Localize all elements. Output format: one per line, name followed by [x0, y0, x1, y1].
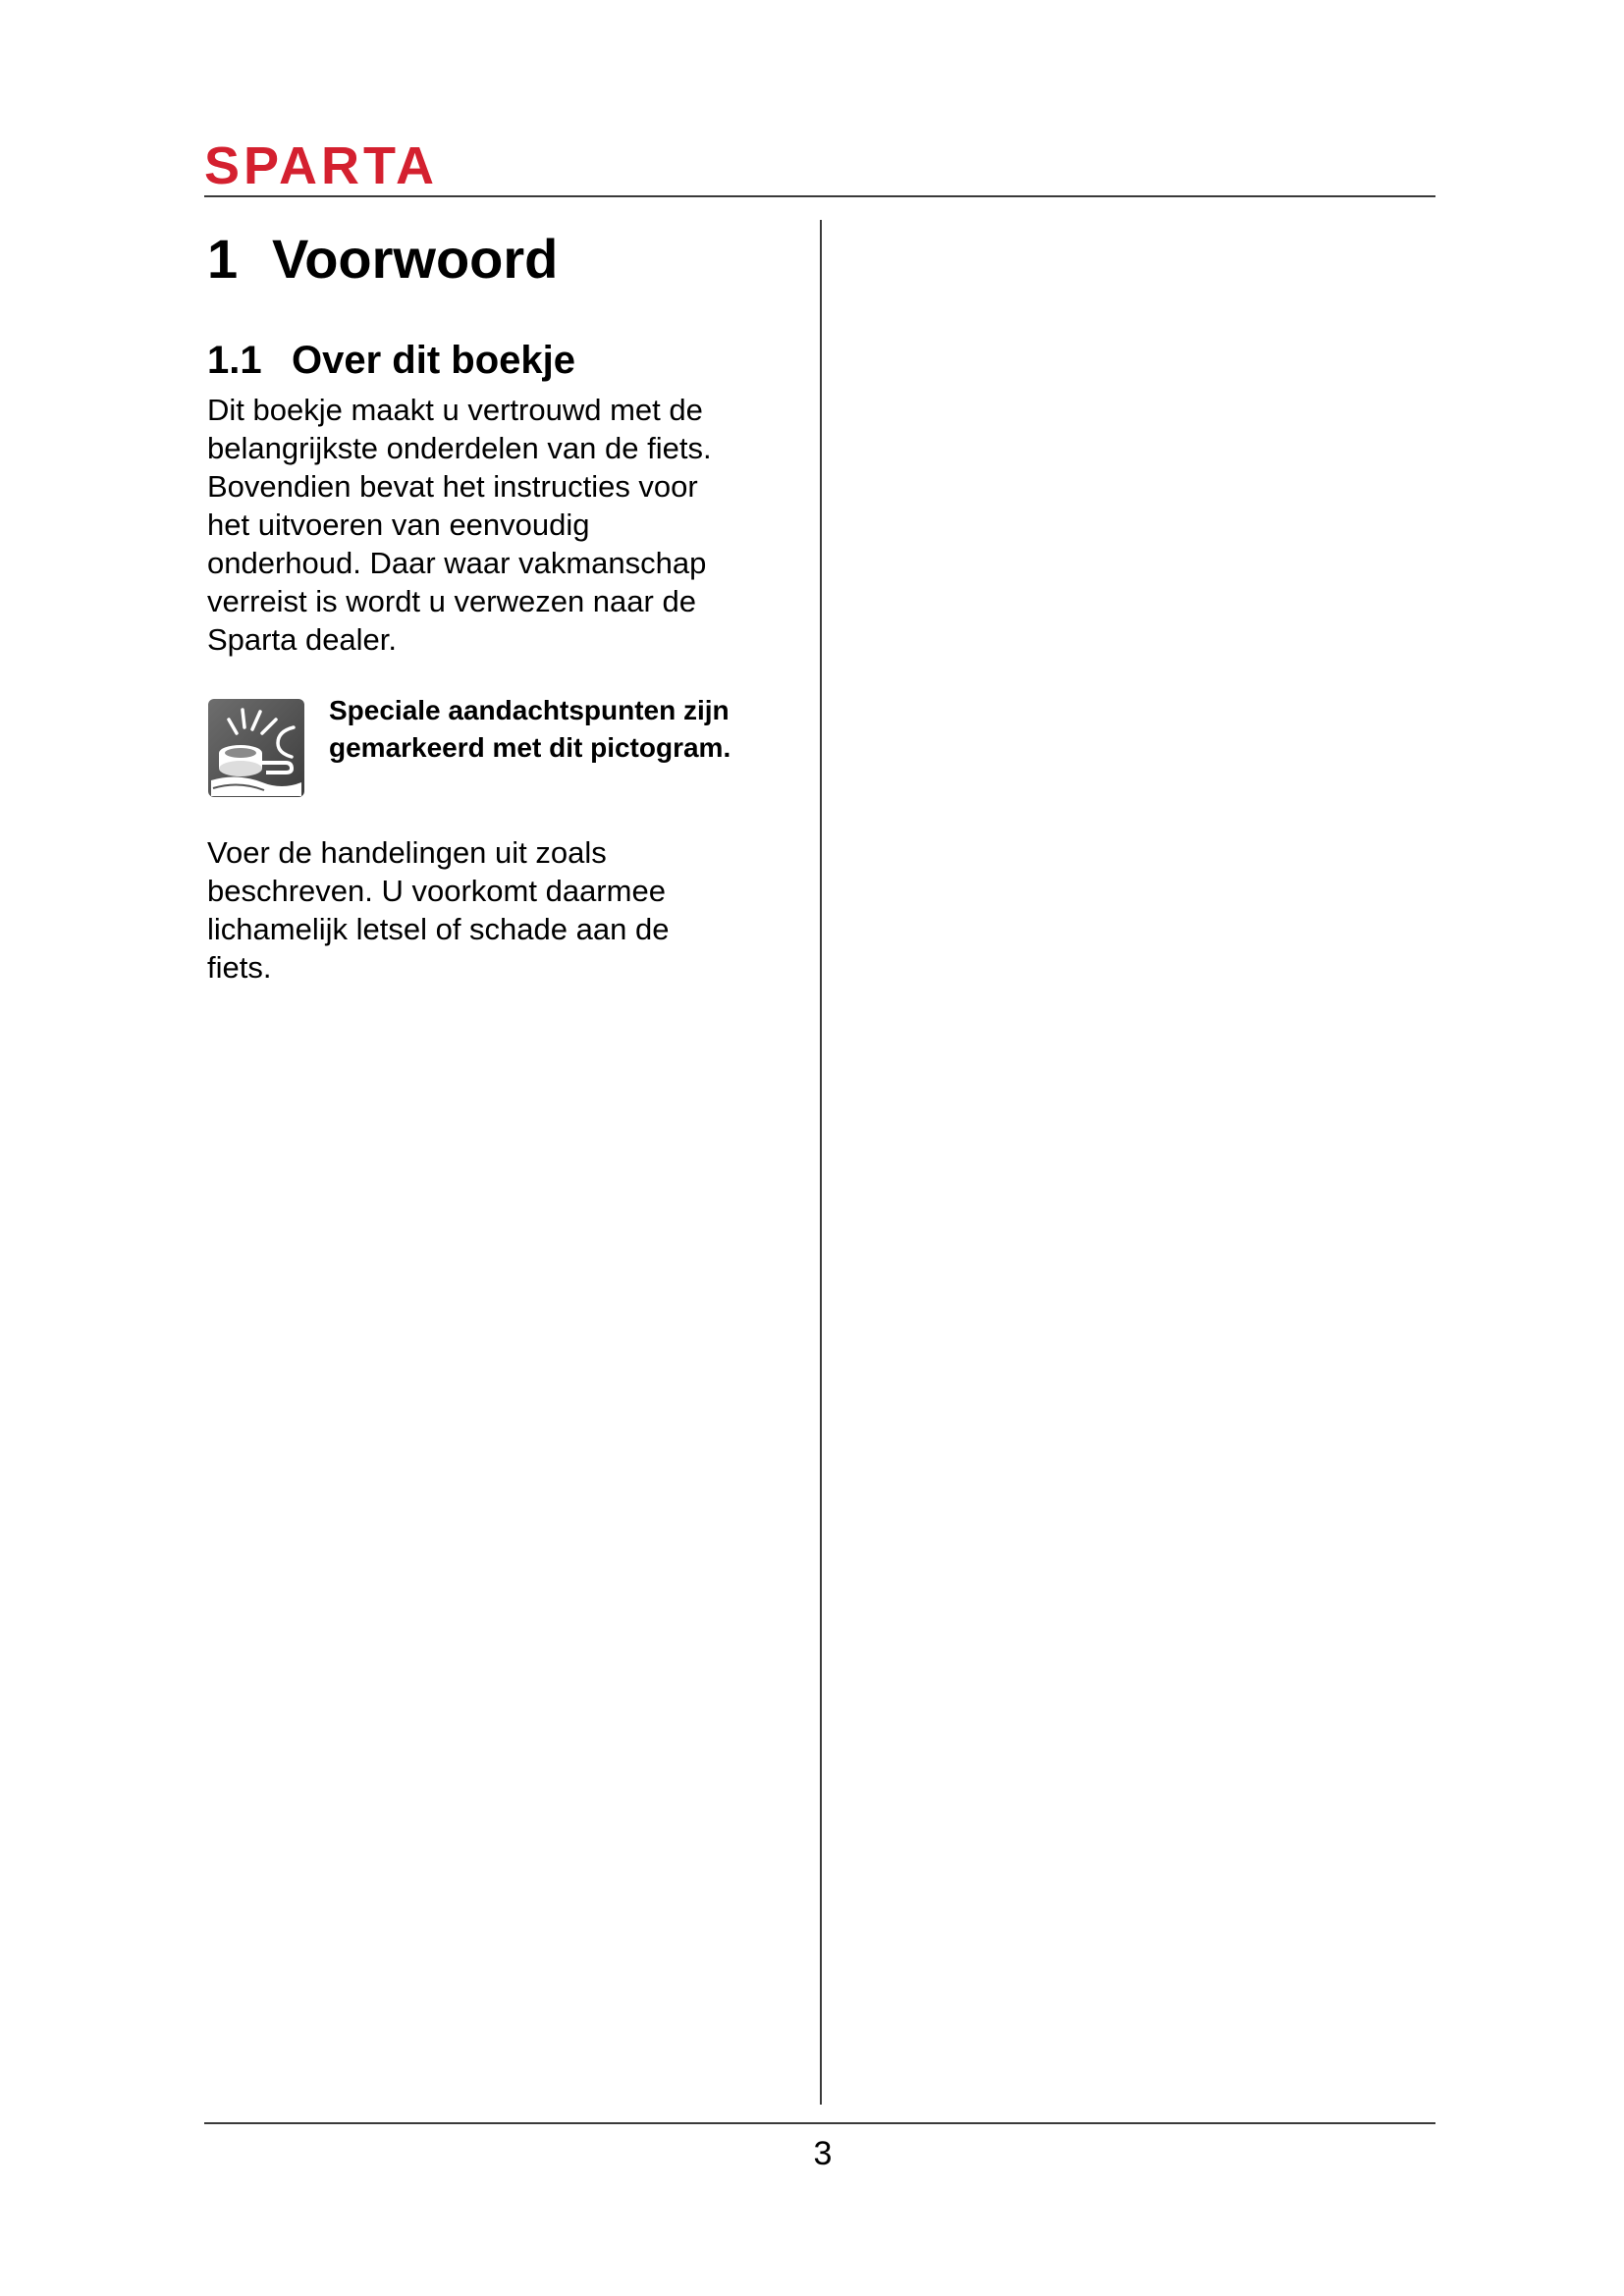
attention-note-text [329, 692, 731, 767]
instruction-paragraph [207, 833, 796, 987]
intro-line: Sparta dealer. [207, 622, 398, 657]
intro-paragraph [207, 391, 796, 659]
chapter-number: 1 [207, 228, 239, 290]
footer-rule [204, 2122, 1435, 2124]
attention-note [207, 692, 796, 798]
attention-pictogram-icon [207, 698, 305, 798]
instruction-line: Voer de handelingen uit zoals [207, 835, 607, 870]
intro-line: Bovendien bevat het instructies voor [207, 469, 698, 504]
instruction-line: fiets. [207, 950, 272, 985]
header-rule [204, 195, 1435, 197]
intro-line: verreist is wordt u verwezen naar de [207, 584, 696, 618]
sparta-logo: SPARTA [204, 136, 438, 195]
note-line: Speciale aandachtspunten zijn [329, 695, 730, 725]
left-column [207, 222, 796, 987]
chapter-title: Voorwoord [272, 228, 559, 290]
chapter-heading [207, 222, 796, 296]
intro-line: belangrijkste onderdelen van de fiets. [207, 431, 712, 465]
instruction-line: beschreven. U voorkomt daarmee [207, 874, 666, 908]
column-divider [820, 220, 822, 2105]
intro-line: Dit boekje maakt u vertrouwd met de [207, 393, 703, 427]
page-number: 3 [813, 2135, 833, 2172]
intro-line: het uitvoeren van eenvoudig [207, 507, 590, 542]
instruction-line: lichamelijk letsel of schade aan de [207, 912, 670, 946]
section-number: 1.1 [207, 339, 262, 382]
section-title: Over dit boekje [292, 339, 575, 382]
intro-line: onderhoud. Daar waar vakmanschap [207, 546, 707, 580]
note-line: gemarkeerd met dit pictogram. [329, 732, 731, 763]
section-heading [207, 332, 796, 389]
